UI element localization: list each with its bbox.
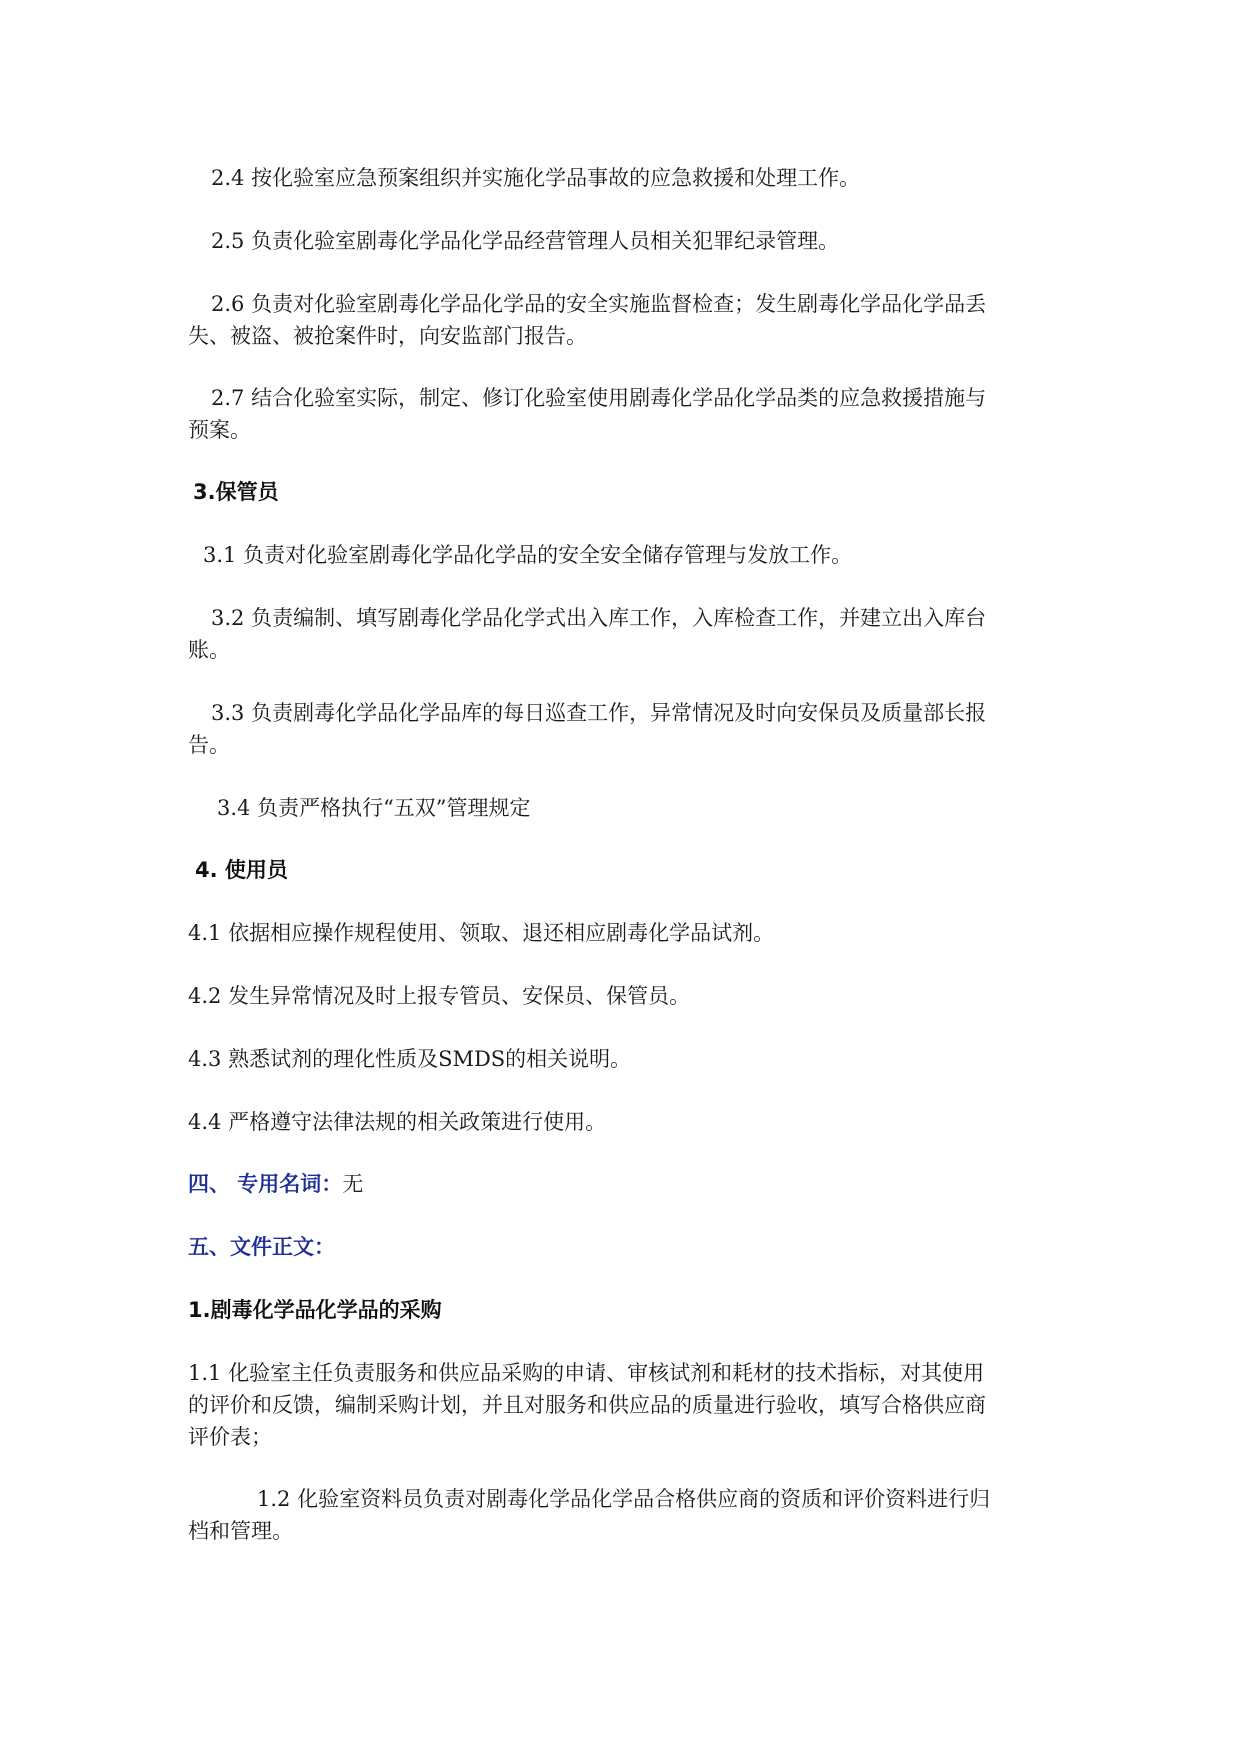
paragraph-3-2-line-1: 3.2 负责编制、填写剧毒化学品化学式出入库工作，入库检查工作，并建立出入库台 [211, 606, 987, 630]
paragraph-1-2-line-1: 1.2 化验室资料员负责对剧毒化学品化学品合格供应商的资质和评价资料进行归 [257, 1487, 991, 1511]
section-heading-4: 4. 使用员 [195, 858, 288, 882]
paragraph-4-4: 4.4 严格遵守法律法规的相关政策进行使用。 [188, 1110, 607, 1134]
paragraph-1-1-line-3: 评价表； [188, 1425, 272, 1449]
paragraph-1-1-line-1: 1.1 化验室主任负责服务和供应品采购的申请、审核试剂和耗材的技术指标，对其使用 [188, 1361, 985, 1385]
section-heading-3: 3.保管员 [193, 480, 279, 504]
paragraph-3-2-line-2: 账。 [188, 638, 230, 662]
paragraph-2-7-line-1: 2.7 结合化验室实际，制定、修订化验室使用剧毒化学品化学品类的应急救援措施与 [211, 386, 987, 410]
paragraph-4-3: 4.3 熟悉试剂的理化性质及SMDS的相关说明。 [188, 1047, 632, 1071]
paragraph-2-6-line-1: 2.6 负责对化验室剧毒化学品化学品的安全实施监督检查；发生剧毒化学品化学品丢 [211, 292, 987, 316]
special-terms-value: 无 [342, 1172, 364, 1196]
paragraph-2-5: 2.5 负责化验室剧毒化学品化学品经营管理人员相关犯罪纪录管理。 [211, 229, 840, 253]
paragraph-2-7-line-2: 预案。 [188, 418, 251, 442]
section-heading-special-terms [188, 1168, 363, 1200]
paragraph-2-6-line-2: 失、被盗、被抢案件时，向安监部门报告。 [188, 324, 587, 348]
paragraph-1-2-line-2: 档和管理。 [188, 1519, 293, 1543]
paragraph-4-1: 4.1 依据相应操作规程使用、领取、退还相应剧毒化学品试剂。 [188, 921, 775, 945]
section-heading-document-body: 五、文件正文： [188, 1235, 335, 1259]
paragraph-3-1: 3.1 负责对化验室剧毒化学品化学品的安全安全储存管理与发放工作。 [203, 543, 853, 567]
paragraph-4-2: 4.2 发生异常情况及时上报专管员、安保员、保管员。 [188, 984, 691, 1008]
special-terms-label: 四、 专用名词： [188, 1172, 343, 1196]
paragraph-1-1-line-2: 的评价和反馈，编制采购计划，并且对服务和供应品的质量进行验收，填写合格供应商 [188, 1393, 986, 1417]
section-heading-1-procurement: 1.剧毒化学品化学品的采购 [188, 1298, 442, 1322]
paragraph-3-3-line-1: 3.3 负责剧毒化学品化学品库的每日巡查工作，异常情况及时向安保员及质量部长报 [211, 701, 987, 725]
paragraph-2-4: 2.4 按化验室应急预案组织并实施化学品事故的应急救援和处理工作。 [211, 166, 861, 190]
paragraph-3-4: 3.4 负责严格执行“五双”管理规定 [217, 796, 531, 820]
paragraph-3-3-line-2: 告。 [188, 733, 230, 757]
